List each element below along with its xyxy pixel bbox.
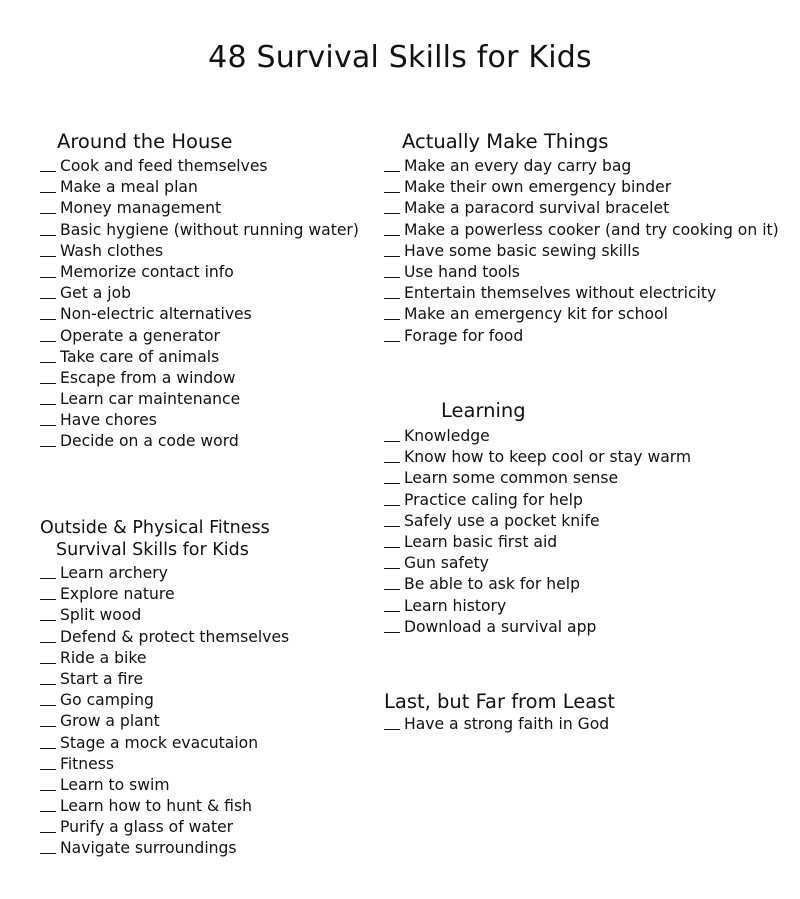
checkbox-blank-line [40, 831, 56, 833]
checkbox-blank-line [40, 361, 56, 363]
checkbox-blank-line [40, 403, 56, 405]
checklist-item-text: Have a strong faith in God [404, 715, 610, 733]
section-heading: Last, but Far from Least [384, 690, 616, 713]
checklist-item-text: Operate a generator [60, 326, 220, 345]
checkbox-blank-line [384, 728, 400, 730]
checkbox-blank-line [40, 297, 56, 299]
checklist-item [40, 304, 359, 325]
section-heading-line1: Outside & Physical Fitness [40, 518, 270, 538]
checkbox-blank-line [40, 683, 56, 685]
checklist-item [40, 241, 359, 262]
checklist-item [384, 304, 779, 325]
checklist-item-text: Explore nature [60, 585, 175, 604]
checklist-item-text: Memorize contact info [60, 262, 234, 281]
checkbox-blank-line [384, 546, 400, 548]
checkbox-blank-line [384, 255, 400, 257]
checklist-item [384, 241, 779, 262]
page-title: 48 Survival Skills for Kids [208, 40, 592, 75]
checklist-item [40, 584, 289, 605]
checklist-item-text: Learn car maintenance [60, 390, 241, 409]
skill-list [384, 156, 779, 347]
section-learning [384, 399, 691, 638]
checklist-item [384, 617, 691, 638]
checklist-item-text: Know how to keep cool or stay warm [404, 448, 692, 467]
checklist-item [40, 368, 359, 389]
checklist-item [40, 817, 289, 838]
checklist-item-text: Money management [60, 199, 222, 218]
checkbox-blank-line [40, 255, 56, 257]
checklist-item [40, 563, 289, 584]
checkbox-blank-line [40, 445, 56, 447]
checklist-item-text: Ride a bike [60, 648, 147, 667]
checklist-item [384, 468, 691, 489]
checklist-item [40, 347, 359, 368]
checklist-item [40, 605, 289, 626]
checkbox-blank-line [40, 318, 56, 320]
checkbox-blank-line [40, 577, 56, 579]
checklist-item [40, 177, 359, 198]
checklist-item-text: Take care of animals [60, 347, 220, 366]
checklist-item [384, 511, 691, 532]
checklist-item [384, 177, 779, 198]
checkbox-blank-line [40, 191, 56, 193]
checklist-item-text: Grow a plant [60, 712, 160, 731]
checklist-item-text: Make an every day carry bag [404, 157, 632, 175]
checkbox-blank-line [384, 482, 400, 484]
checklist-item-text: Gun safety [404, 554, 489, 573]
checklist-item-text: Use hand tools [404, 262, 520, 281]
checklist-item [40, 754, 289, 775]
checklist-item-text: Make a paracord survival bracelet [404, 199, 670, 218]
checklist-item [384, 198, 779, 219]
checkbox-blank-line [40, 340, 56, 342]
checklist-item [384, 574, 691, 595]
checkbox-blank-line [40, 170, 56, 172]
checklist-item-text: Stage a mock evacutaion [60, 733, 259, 752]
checkbox-blank-line [384, 191, 400, 193]
checklist-item [384, 596, 691, 617]
checklist-item-text: Learn some common sense [404, 469, 619, 488]
checklist-item-text: Wash clothes [60, 241, 164, 260]
checklist-item-text: Decide on a code word [60, 432, 239, 451]
skill-list [40, 563, 289, 860]
checkbox-blank-line [40, 662, 56, 664]
checklist-item [40, 775, 289, 796]
checklist-item-text: Have some basic sewing skills [404, 241, 640, 260]
checklist-item [384, 262, 779, 283]
checklist-item [40, 711, 289, 732]
checklist-item [384, 156, 779, 177]
checkbox-blank-line [384, 440, 400, 442]
checklist-item-text: Safely use a pocket knife [404, 511, 600, 530]
checklist-item-text: Learn to swim [60, 775, 170, 794]
checklist-item-text: Knowledge [404, 427, 490, 445]
checkbox-blank-line [40, 704, 56, 706]
checklist-item [40, 431, 359, 452]
checkbox-blank-line [40, 234, 56, 236]
checklist-item-text: Make their own emergency binder [404, 178, 672, 197]
checklist-item-text: Non-electric alternatives [60, 305, 252, 324]
skill-list [384, 426, 691, 638]
checklist-item-text: Entertain themselves without electricity [404, 284, 717, 303]
checklist-item [40, 389, 359, 410]
checkbox-blank-line [384, 276, 400, 278]
checkbox-blank-line [40, 641, 56, 643]
checklist-item-text: Start a fire [60, 669, 144, 688]
checklist-item-text: Navigate surroundings [60, 839, 237, 858]
section-heading: Around the House [57, 130, 233, 153]
checkbox-blank-line [384, 631, 400, 633]
checkbox-blank-line [40, 424, 56, 426]
checkbox-blank-line [384, 297, 400, 299]
checkbox-blank-line [40, 212, 56, 214]
checkbox-blank-line [40, 810, 56, 812]
checklist-item [40, 796, 289, 817]
section-heading-line2: Survival Skills for Kids [56, 540, 249, 560]
checklist-item [384, 714, 615, 735]
checklist-item-text: Download a survival app [404, 617, 597, 636]
checkbox-blank-line [40, 768, 56, 770]
section-around-the-house [40, 130, 359, 453]
checklist-item-text: Fitness [60, 754, 115, 773]
checklist-item [40, 283, 359, 304]
checklist-item-text: Learn archery [60, 564, 168, 582]
checklist-item-text: Have chores [60, 411, 157, 430]
checklist-item [40, 262, 359, 283]
checklist-item [40, 326, 359, 347]
section-actually-make-things [384, 130, 779, 347]
checklist-item [384, 447, 691, 468]
section-last-but-far-from-least [384, 690, 615, 735]
checkbox-blank-line [384, 212, 400, 214]
checklist-item-text: Get a job [60, 284, 132, 303]
checkbox-blank-line [40, 276, 56, 278]
checkbox-blank-line [384, 567, 400, 569]
checklist-item [384, 553, 691, 574]
checkbox-blank-line [40, 619, 56, 621]
checklist-item-text: Basic hygiene (without running water) [60, 220, 359, 239]
skill-list [384, 714, 615, 735]
section-heading [40, 517, 289, 561]
checkbox-blank-line [40, 598, 56, 600]
checklist-item [40, 733, 289, 754]
section-heading: Actually Make Things [402, 130, 609, 153]
checklist-item-text: Make an emergency kit for school [404, 305, 668, 324]
checkbox-blank-line [384, 170, 400, 172]
checkbox-blank-line [40, 382, 56, 384]
checklist-item-text: Learn basic first aid [404, 532, 558, 551]
checkbox-blank-line [384, 461, 400, 463]
checkbox-blank-line [384, 340, 400, 342]
checkbox-blank-line [384, 588, 400, 590]
checklist-item-text: Cook and feed themselves [60, 157, 268, 175]
section-heading: Learning [441, 399, 526, 422]
checkbox-blank-line [384, 504, 400, 506]
checklist-item [40, 838, 289, 859]
checkbox-blank-line [40, 725, 56, 727]
checklist-item [384, 532, 691, 553]
checklist-item [40, 627, 289, 648]
checklist-item [40, 690, 289, 711]
checklist-item-text: Defend & protect themselves [60, 627, 290, 646]
checklist-item [384, 220, 779, 241]
checklist-item [384, 283, 779, 304]
checklist-item-text: Purify a glass of water [60, 818, 234, 837]
checklist-item [40, 410, 359, 431]
checklist-item-text: Forage for food [404, 326, 524, 345]
skill-list [40, 156, 359, 453]
checklist-item [40, 669, 289, 690]
checklist-item-text: Learn how to hunt & fish [60, 797, 252, 816]
checklist-item-text: Make a meal plan [60, 178, 198, 197]
checkbox-blank-line [40, 747, 56, 749]
checklist-item [40, 156, 359, 177]
checklist-item-text: Make a powerless cooker (and try cooking on it) [404, 220, 779, 239]
checklist-item-text: Split wood [60, 606, 142, 625]
checklist-item-text: Practice caling for help [404, 490, 583, 509]
checklist-item [40, 220, 359, 241]
checklist-item [384, 326, 779, 347]
checkbox-blank-line [384, 525, 400, 527]
checklist-item [40, 198, 359, 219]
checklist-item-text: Be able to ask for help [404, 575, 580, 594]
checklist-item-text: Learn history [404, 596, 507, 615]
checklist-item [384, 490, 691, 511]
checklist-item [40, 648, 289, 669]
checkbox-blank-line [40, 789, 56, 791]
checklist-item-text: Escape from a window [60, 368, 236, 387]
checkbox-blank-line [384, 610, 400, 612]
checkbox-blank-line [384, 234, 400, 236]
checkbox-blank-line [384, 318, 400, 320]
checkbox-blank-line [40, 852, 56, 854]
checklist-item [384, 426, 691, 447]
checklist-item-text: Go camping [60, 691, 154, 710]
section-outside-physical-fitness [40, 517, 289, 860]
